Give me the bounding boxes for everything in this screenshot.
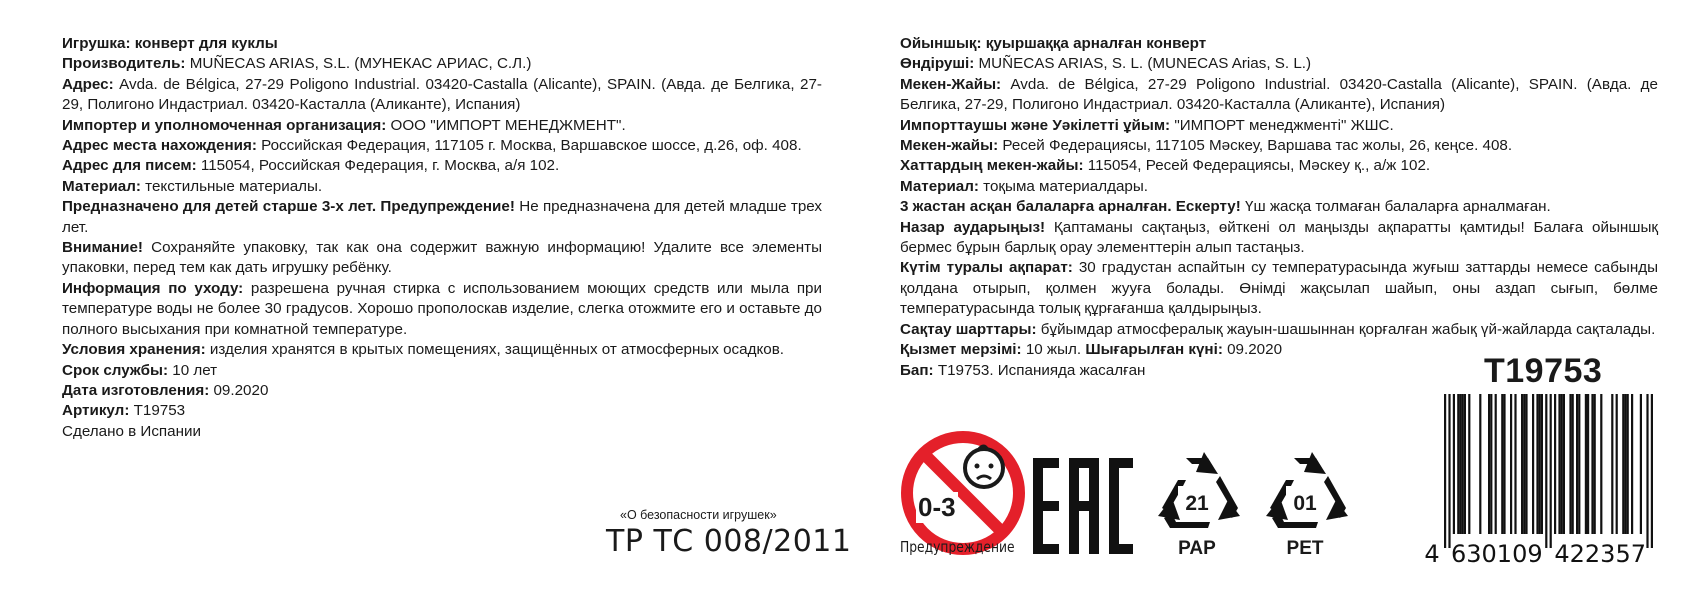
info-label: Адрес:: [62, 75, 114, 93]
info-text: Российская Федерация, 117105 г. Москва, Варшавское шоссе, д.26, оф. 408.: [256, 137, 802, 155]
barcode-bar: [1646, 394, 1648, 548]
info-text: бұйымдар атмосфералық жауын-шашыннан қорғалған жабық үй-жайларда сақталады.: [1036, 320, 1656, 338]
barcode-bar: [1525, 394, 1527, 534]
info-line-service: [62, 361, 822, 381]
barcode-bar: [1640, 394, 1642, 534]
info-line-storage: [900, 320, 1658, 340]
russian-info-block: [62, 34, 822, 442]
barcode-bar: [1545, 394, 1547, 548]
info-line-date: [62, 381, 822, 401]
info-line-mail: [62, 156, 822, 176]
info-label: Производитель:: [62, 55, 186, 73]
info-label: Условия хранения:: [62, 341, 206, 359]
info-label: Дата изготовления:: [62, 381, 210, 399]
barcode-bar: [1550, 394, 1552, 548]
info-label: Өндіруші:: [900, 55, 975, 73]
info-label: 3 жастан асқан балаларға арналған. Ескерту!: [900, 198, 1241, 216]
barcode-digits: 4: [1424, 540, 1440, 566]
info-text: "ИМПОРТ менеджменті" ЖШС.: [1170, 116, 1394, 134]
barcode-bar: [1600, 394, 1602, 534]
kazakh-info-block: [900, 34, 1658, 381]
barcode-bar: [1523, 394, 1525, 534]
barcode-bar: [1495, 394, 1497, 534]
age-range-text: 0-3: [918, 492, 956, 522]
barcode-bar: [1627, 394, 1629, 534]
info-line-age: [900, 197, 1658, 217]
info-label: Артикул:: [62, 402, 130, 420]
info-line-care: [900, 258, 1658, 319]
info-line-care: [62, 279, 822, 340]
barcode: [1424, 394, 1664, 566]
barcode-bar: [1569, 394, 1571, 534]
info-label: Импорттаушы және Уәкілетті ұйым:: [900, 116, 1171, 134]
barcode-bar: [1624, 394, 1626, 534]
barcode-bar: [1521, 394, 1523, 534]
info-line-address: [62, 75, 822, 116]
info-label: Срок службы:: [62, 361, 169, 379]
barcode-bar: [1631, 394, 1633, 534]
info-line-importer: [62, 116, 822, 136]
info-label: Импортер и уполномоченная организация:: [62, 116, 387, 134]
article-number: T19753: [1484, 352, 1603, 390]
info-text: 09.2020: [1222, 341, 1283, 359]
info-line-attention: [62, 238, 822, 279]
info-line-article: [62, 401, 822, 421]
barcode-bar: [1503, 394, 1505, 534]
info-label: Мекен-жайы:: [900, 137, 999, 155]
barcode-bar: [1501, 394, 1503, 534]
recycle-triangle-icon: [1148, 450, 1246, 560]
info-text: 115054, Ресей Федерациясы, Мәскеу қ., а/ж 102.: [1083, 157, 1431, 175]
barcode-bar: [1479, 394, 1481, 534]
barcode-bar: [1539, 394, 1541, 534]
info-line-age: [62, 197, 822, 238]
info-text: MUÑECAS ARIAS, S. L. (MUNECAS Arias, S. L.): [974, 55, 1312, 73]
info-line-location: [62, 136, 822, 156]
info-text: Avda. de Bélgica, 27-29 Poligono Industrial. 03420-Castalla (Alicante), SPAIN. (Авда. де Белгика, 27-29, Полигоно Индастриал. 03420-Касталла (Аликанте), Испания): [62, 75, 822, 114]
barcode-bar: [1616, 394, 1618, 534]
info-line-material: [900, 177, 1658, 197]
info-text: 10 лет: [168, 361, 218, 379]
info-text: текстильные материалы.: [140, 177, 323, 195]
info-line-manufacturer: [62, 54, 822, 74]
barcode-bar: [1444, 394, 1446, 548]
eac-icon: [1033, 458, 1133, 554]
warning-label: Предупреждение: [900, 538, 1015, 556]
barcode-bar: [1448, 394, 1450, 548]
barcode-bar: [1611, 394, 1613, 534]
info-line-toy: [900, 34, 1658, 54]
barcode-bar: [1532, 394, 1534, 534]
safety-standard-note: «О безопасности игрушек»: [620, 508, 777, 522]
recycle-code: PET: [1286, 538, 1324, 559]
info-label: Игрушка: конверт для куклы: [62, 35, 278, 52]
info-line-attention: [900, 218, 1658, 259]
barcode-bar: [1594, 394, 1596, 534]
barcode-bar: [1488, 394, 1490, 534]
barcode-bar: [1462, 394, 1464, 534]
barcode-bar: [1459, 394, 1461, 534]
info-label: Предназначено для детей старше 3-х лет. Предупреждение!: [62, 198, 515, 216]
info-label: Мекен-Жайы:: [900, 75, 1002, 93]
info-text: 09.2020: [209, 381, 269, 399]
barcode-bar: [1490, 394, 1492, 534]
barcode-digits: 630109: [1450, 540, 1543, 566]
barcode-bar: [1514, 394, 1516, 534]
barcode-bar: [1541, 394, 1543, 534]
barcode-bar: [1563, 394, 1565, 534]
info-text: T19753: [129, 402, 186, 420]
info-label: Адрес места нахождения:: [62, 137, 257, 155]
barcode-bar: [1585, 394, 1587, 534]
info-text: Сделано в Испании: [62, 422, 201, 440]
info-line-location: [900, 136, 1658, 156]
info-text: Үш жасқа толмаған балаларға арналмаған.: [1240, 198, 1551, 216]
info-text: Не предназначена для детей младше трех лет.: [62, 198, 822, 236]
recycle-number: 01: [1293, 492, 1317, 515]
info-label: Назар аударыңыз!: [900, 218, 1046, 236]
info-text: 30 градустан аспайтын су температурасында жуғыш заттарды немесе сабынды қолдана отырып, қолмен жууға болады. Өнімді жақсылап шайып, оны аздап сығып, бөлме температурасында толық құрғағанша қалдырыңыз.: [900, 259, 1659, 318]
barcode-bar: [1561, 394, 1563, 534]
barcode-bar: [1554, 394, 1556, 534]
recycle-triangle-icon: [1256, 450, 1354, 560]
barcode-bar: [1510, 394, 1512, 534]
barcode-bar: [1622, 394, 1624, 534]
info-label: Хаттардың мекен-жайы:: [900, 157, 1084, 175]
info-text: Ресей Федерациясы, 117105 Мәскеу, Варшава тас жолы, 26, кеңсе. 408.: [998, 137, 1513, 155]
barcode-bar: [1457, 394, 1459, 534]
info-text: 115054, Российская Федерация, г. Москва, а/я 102.: [196, 157, 560, 175]
info-text: изделия хранятся в крытых помещениях, защищённых от атмосферных осадков.: [205, 341, 785, 359]
info-label: Қызмет мерзімі:: [900, 341, 1022, 359]
info-label: Материал:: [900, 177, 979, 195]
info-text: ООО "ИМПОРТ МЕНЕДЖМЕНТ".: [386, 116, 626, 134]
info-line-importer: [900, 116, 1658, 136]
info-line-address: [900, 75, 1658, 116]
barcode-bar: [1558, 394, 1560, 534]
info-label: Адрес для писем:: [62, 157, 197, 175]
info-text: MUÑECAS ARIAS, S.L. (МУНЕКАС АРИАС, С.Л.): [185, 55, 532, 73]
info-line-mail: [900, 156, 1658, 176]
barcode-bar: [1536, 394, 1538, 534]
info-text: 10 жыл.: [1021, 341, 1086, 359]
barcode-bar: [1464, 394, 1466, 534]
barcode-bar: [1572, 394, 1574, 534]
info-label: Материал:: [62, 177, 141, 195]
info-text: Avda. de Bélgica, 27-29 Poligono Industrial. 03420-Castalla (Alicante), SPAIN. (Авда. де Белгика, 27-29, Полигоно Индастриал. 03420-Касталла (Аликанте), Испания): [900, 75, 1658, 114]
info-line-manufacturer: [900, 54, 1658, 74]
info-label: Ойыншық: қуыршаққа арналған конверт: [900, 35, 1207, 52]
info-label: Информация по уходу:: [62, 279, 244, 297]
info-label: Внимание!: [62, 239, 143, 257]
barcode-bar: [1578, 394, 1580, 534]
info-text: T19753. Испанияда жасалған: [933, 361, 1146, 379]
info-label: Күтім туралы ақпарат:: [900, 259, 1073, 277]
recycle-code: PAP: [1178, 538, 1216, 559]
barcode-bar: [1468, 394, 1470, 534]
barcode-digits: 422357: [1554, 540, 1647, 566]
info-text: Қаптаманы сақтаңыз, өйткені ол маңызды ақпаратты қамтиды! Балаға ойыншық бермес бұрын барлық орау элементтерін алып тастаңыз.: [900, 218, 1659, 257]
info-line-toy: [62, 34, 822, 54]
info-label: Бап:: [900, 361, 934, 379]
barcode-bar: [1453, 394, 1455, 534]
info-line-storage: [62, 340, 822, 360]
info-text: тоқыма материалдары.: [978, 177, 1148, 195]
info-label: Сақтау шарттары:: [900, 320, 1037, 338]
barcode-bar: [1576, 394, 1578, 534]
info-text: Сохраняйте упаковку, так как она содержит важную информацию! Удалите все элементы упаковки, перед тем как дать игрушку ребёнку.: [62, 239, 822, 277]
info-line-origin: [62, 422, 822, 442]
info-line-material: [62, 177, 822, 197]
info-label: Шығарылған күні:: [1085, 341, 1223, 359]
info-text: разрешена ручная стирка с использованием моющих средств или мыла при температуре воды не более 30 градусов. Хорошо прополоскав изделие, слегка отожмите его и оставьте до полного высыхания при комнатной температуре.: [62, 279, 822, 338]
recycle-number: 21: [1185, 492, 1209, 515]
barcode-bar: [1587, 394, 1589, 534]
technical-regulation-code: ТР ТС 008/2011: [606, 524, 852, 559]
barcode-bar: [1591, 394, 1593, 534]
barcode-bar: [1651, 394, 1653, 548]
